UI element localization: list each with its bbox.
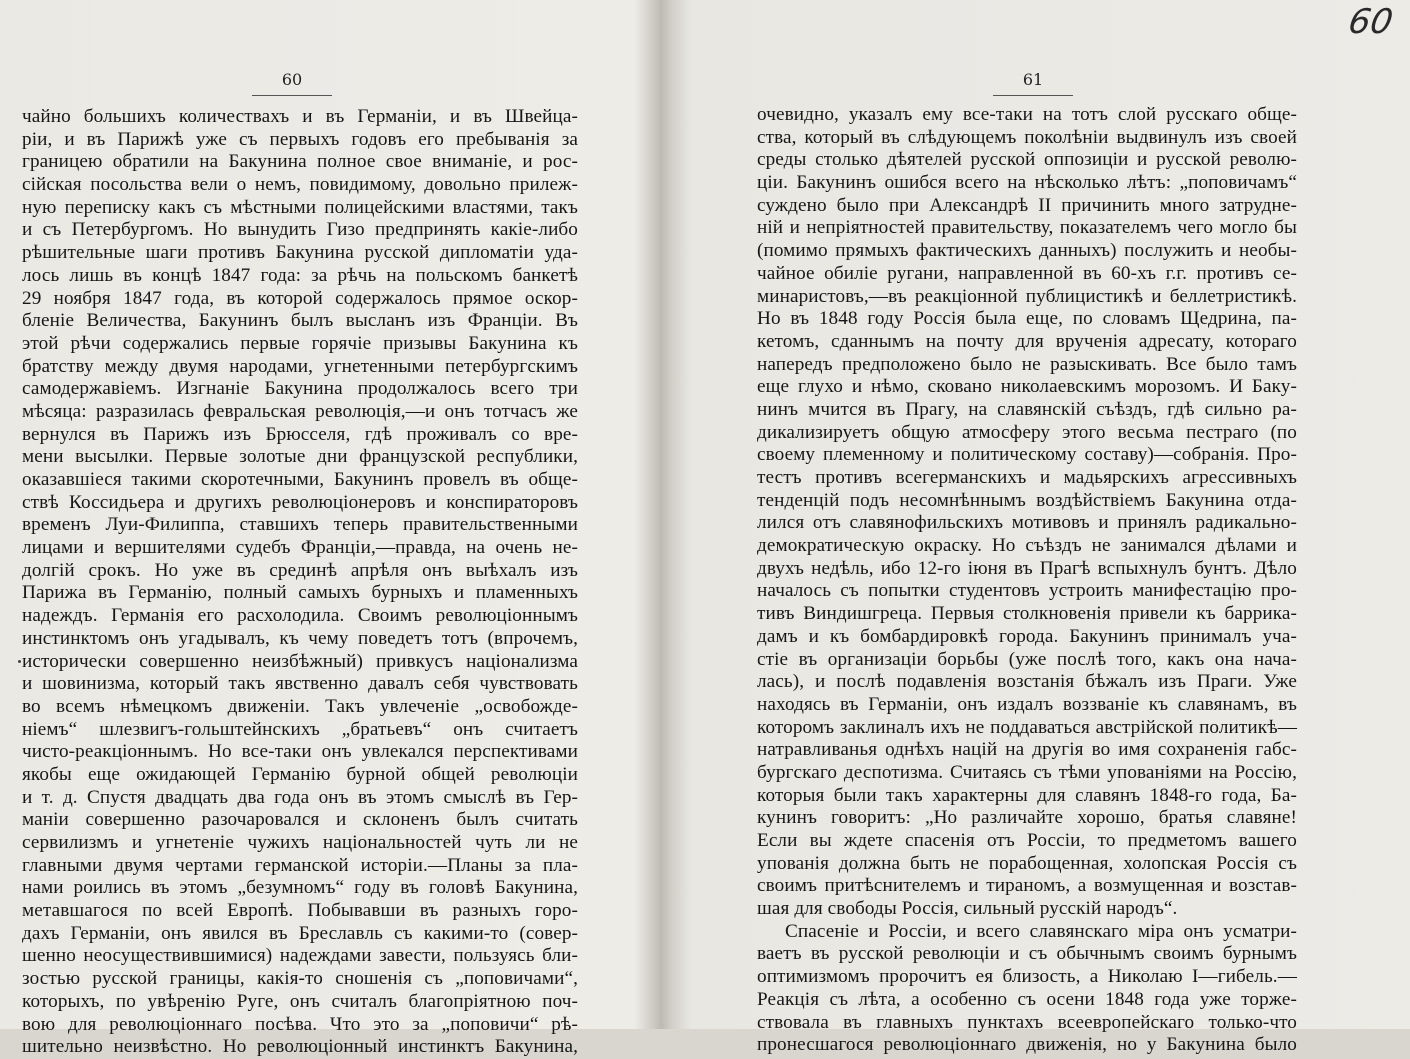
text-line: Но въ 1848 году Россiя была еще, по словамъ Щедрина, па- xyxy=(757,308,1297,330)
text-line: бленiе Величества, Бакунинъ былъ высланъ изъ Францiи. Въ xyxy=(22,310,578,332)
text-line: (помимо прямыхъ фактическихъ данныхъ) послужить и необы- xyxy=(757,240,1297,262)
text-line: и съ Петербургомъ. Но вынудить Гизо предпринять какiе-либо xyxy=(22,219,578,241)
text-line: среды столько дѣятелей русской оппозицiи и русской револю- xyxy=(757,149,1297,171)
text-line: тестъ противъ всегерманскихъ и мадьярскихъ агрессивныхъ xyxy=(757,467,1297,488)
text-line: шительно неизвѣстно. Но революцiонный инстинктъ Бакунина, xyxy=(22,1036,578,1058)
text-line: лась), и послѣ подавленiя возстанiя бѣжалъ изъ Праги. Уже xyxy=(757,671,1297,693)
left-page-text xyxy=(22,106,578,1059)
text-line: минаристовъ,—въ реакцiонной публицистикѣ и беллетристикѣ. xyxy=(757,285,1297,307)
text-line: лицами и вершителями судебъ Францiи,—правда, на очень не- xyxy=(22,537,578,559)
text-line: главными двумя чертами германской исторiи.—Планы за пла- xyxy=(22,854,578,876)
text-line: дахъ Германiи, онъ явился въ Бреславль съ какими-то (совер- xyxy=(22,922,578,944)
text-line: дикализируетъ общую атмосферу этого весьма пестраго (по xyxy=(757,421,1297,443)
text-line: границею обратили на Бакунина полное свое вниманiе, и рос- xyxy=(22,151,578,173)
text-line: чайно большихъ количествахъ и въ Германiи, и въ Швейца- xyxy=(22,106,578,127)
text-line: кунинъ говоритъ: „Но различайте хорошо, братья славяне! xyxy=(757,807,1297,829)
text-line: нами роились въ этомъ „безумномъ“ году въ головѣ Бакунина, xyxy=(22,877,578,899)
text-line: бургскаго деспотизма. Считаясь съ тѣми упованiями на Россiю, xyxy=(757,761,1297,783)
text-line: натравливанья однѣхъ нацiй на другiя во имя сохраненiя габс- xyxy=(757,739,1297,761)
text-line: лось лишь въ концѣ 1847 года: за рѣчь на польскомъ банкетѣ xyxy=(22,264,578,286)
text-line: во всемъ нѣмецкомъ движенiи. Такъ увлеченiе „освобожде- xyxy=(22,695,578,717)
text-line: цiи. Бакунинъ ошибся всего на нѣсколько лѣтъ: „поповичамъ“ xyxy=(757,172,1297,194)
text-line: якобы еще ожидающей Германiю бурной общей революцiи xyxy=(22,763,578,785)
text-line: которомъ заклиналъ ихъ не поддаваться австрiйской политикѣ— xyxy=(757,716,1297,738)
text-line: оказавшiеся такими скоротечными, Бакунинъ провелъ въ обще- xyxy=(22,469,578,490)
text-line: ваетъ въ русской революцiи и съ обычнымъ своимъ бурнымъ xyxy=(757,943,1297,965)
left-page-number: 60 xyxy=(252,70,332,96)
left-page xyxy=(0,0,655,1058)
text-line: Реакцiя съ лѣта, а особенно съ осени 1848 года уже торже- xyxy=(757,988,1297,1010)
text-line: и шовинизма, который такъ явственно давалъ себя чувствовать xyxy=(22,673,578,695)
text-line: 29 ноября 1847 года, въ которой содержалось прямое оскор- xyxy=(22,287,578,309)
text-line: надеждъ. Германiя его расхолодила. Своимъ революцiоннымъ xyxy=(22,605,578,627)
text-line: рѣшительные шаги противъ Бакунина русской дипломатiи уда- xyxy=(22,242,578,264)
text-line: сервилизмъ и угнетенiе чужихъ нацiональностей чуть ли не xyxy=(22,832,578,853)
text-line: упованiя должна быть не порабощенная, холопская Россiя съ xyxy=(757,852,1297,874)
text-line: двухъ недѣль, ибо 12-го iюня въ Прагѣ вспыхнулъ бунтъ. Дѣло xyxy=(757,557,1297,579)
text-line: братству между двумя народами, угнетенными петербургскимъ xyxy=(22,355,578,377)
text-line: тенденцiй подъ несомнѣннымъ воздѣйствiемъ Бакунина отда- xyxy=(757,489,1297,511)
text-line: долгiй срокъ. Но уже въ срединѣ апрѣля онъ выѣхалъ изъ xyxy=(22,559,578,581)
text-line: сiйская посольства вели о немъ, повидимому, довольно прилеж- xyxy=(22,174,578,196)
text-line: ствовала въ главныхъ пунктахъ всеевропейскаго только-что xyxy=(757,1011,1297,1033)
text-line: чайное обилiе ругани, направленной въ 60-хъ г.г. противъ се- xyxy=(757,262,1297,284)
text-line: вернулся въ Парижъ изъ Брюсселя, гдѣ проживалъ со вре- xyxy=(22,423,578,445)
text-line: исторически совершенно неизбѣжный) привкусъ нацiонализма xyxy=(22,650,578,672)
text-line: мѣсяца: разразилась февральская революцiя,—и онъ тотчасъ же xyxy=(22,400,578,422)
text-line: своему племенному и политическому составу)—собранiя. Про- xyxy=(757,444,1297,466)
text-line: метавшагося по всей Европѣ. Побывавши въ разныхъ горо- xyxy=(22,900,578,922)
text-line: нiй и непрiятностей правительству, показателемъ чего могло бы xyxy=(757,217,1297,239)
right-page xyxy=(660,0,1410,1056)
text-line: манiи совершенно разочаровался и склоненъ былъ считать xyxy=(22,809,578,831)
text-line: суждено было при Александрѣ II причинить много затрудне- xyxy=(757,194,1297,216)
text-line: зостью русской границы, какiя-то сношенiя съ „поповичами“, xyxy=(22,968,578,990)
text-line: Спасенiе и Россiи, и всего славянскаго мiра онъ усматри- xyxy=(785,920,1297,942)
text-line: началось съ попытки студентовъ устроить манифестацiю про- xyxy=(757,580,1297,602)
text-line: Парижа въ Германiю, полный самыхъ бурныхъ и пламенныхъ xyxy=(22,582,578,604)
text-line: чисто-реакцiоннымъ. Но все-таки онъ увлекался перспективами xyxy=(22,741,578,763)
text-line: которыхъ, по увѣренiю Руге, онъ считалъ благопрiятною поч- xyxy=(22,990,578,1012)
text-line: шенно неосуществившимися) надеждами завести, пользуясь бли- xyxy=(22,945,578,967)
right-page-number: 61 xyxy=(993,70,1073,96)
text-line: рiи, и въ Парижѣ уже съ первыхъ годовъ его пребыванiя за xyxy=(22,128,578,150)
text-line: дамъ и къ бомбардировкѣ города. Бакунинъ принималъ уча- xyxy=(757,625,1297,647)
text-line: инстинктомъ онъ угадывалъ, къ чему поведетъ тотъ (впрочемъ, xyxy=(22,627,578,649)
text-line: еще глухо и нѣмо, сковано николаевскимъ морозомъ. И Баку- xyxy=(757,376,1297,398)
text-line: и т. д. Спустя двадцать два года онъ въ этомъ смыслѣ въ Гер- xyxy=(22,786,578,808)
text-line: этой рѣчи содержались первые горячiе призывы Бакунина къ xyxy=(22,332,578,354)
text-line: демократическую окраску. Но съѣздъ не занимался дѣлами и xyxy=(757,535,1297,557)
text-line: ную переписку какъ съ мѣстными полицейскими властями, такъ xyxy=(22,196,578,218)
text-line: оптимизмомъ пророчитъ ея близость, а Николаю I—гибель.— xyxy=(757,966,1297,988)
text-line: мени высылки. Первые золотые дни французской республики, xyxy=(22,446,578,468)
handwritten-page-mark: 60 xyxy=(1345,2,1396,42)
text-line: шая для свободы Россiя, сильный русскiй народъ“. xyxy=(757,898,1178,920)
text-line: самодержавiемъ. Изгнанiе Бакунина продолжалось всего три xyxy=(22,378,578,400)
text-line: напередъ предположено было не разыскивать. Все было тамъ xyxy=(757,353,1297,375)
text-line: кетомъ, сданнымъ на почту для врученiя адресату, котораго xyxy=(757,330,1297,352)
text-line: своимъ притѣснителемъ и тираномъ, а возмущенная и возстав- xyxy=(757,875,1297,897)
text-line: которыя были такъ характерны для славянъ 1848-го года, Ба- xyxy=(757,784,1297,806)
text-line: ства, который въ слѣдующемъ поколѣнiи выдвинулъ изъ своей xyxy=(757,126,1297,148)
text-line: тивъ Виндишгреца. Первыя столкновенiя привели къ баррика- xyxy=(757,603,1297,625)
text-line: временъ Луи-Филиппа, ставшихъ теперь правительственными xyxy=(22,514,578,536)
text-line: находясь въ Германiи, онъ издалъ воззванiе къ славянамъ, въ xyxy=(757,693,1297,715)
text-line: лился отъ славянофильскихъ мотивовъ и принялъ радикально- xyxy=(757,512,1297,534)
text-line: вою для революцiоннаго посѣва. Что это за „поповичи“ рѣ- xyxy=(22,1013,578,1035)
text-line: стiе въ организацiи борьбы (уже послѣ того, какъ она нача- xyxy=(757,648,1297,670)
text-line: нинъ мчится въ Прагу, на славянскiй съѣздъ, гдѣ сильно ра- xyxy=(757,398,1297,420)
text-line: пронесшагося революцiоннаго движенiя, но у Бакунина было xyxy=(757,1034,1297,1056)
text-line: нiемъ“ шлезвигъ-гольштейнскихъ „братьевъ“ онъ считаетъ xyxy=(22,718,578,740)
text-line: Если вы ждете спасенiя отъ Россiи, то предметомъ вашего xyxy=(757,830,1297,851)
text-line: ствѣ Коссидьера и другихъ революцiонеровъ и конспираторовъ xyxy=(22,491,578,513)
text-line: очевидно, указалъ ему все-таки на тотъ слой русскаго обще- xyxy=(757,104,1297,125)
right-page-text xyxy=(757,104,1297,1057)
